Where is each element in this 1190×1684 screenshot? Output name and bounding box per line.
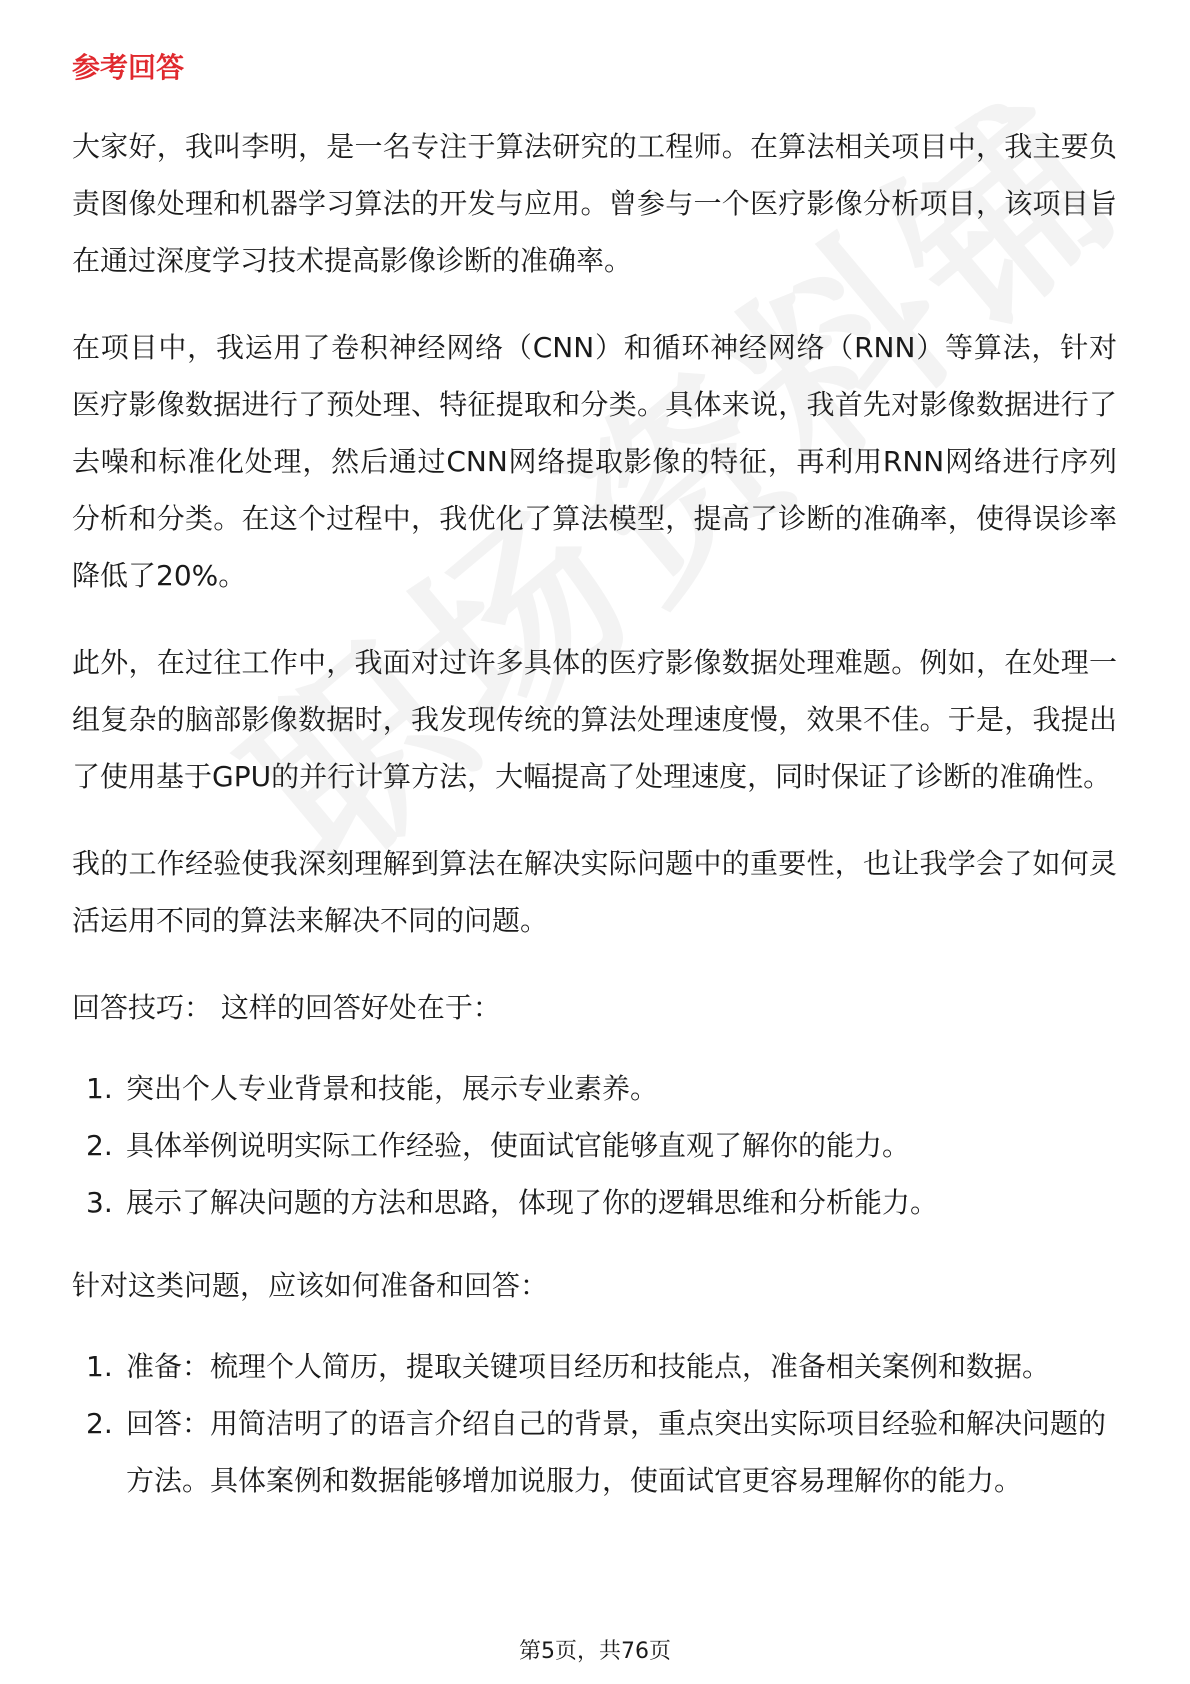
page-content [72,48,1117,1535]
list-item [72,1338,1117,1395]
list-number: 2. [86,1129,113,1162]
page-footer: 第5页，共76页 [519,1639,671,1664]
list-number: 1. [86,1072,113,1105]
list-number: 2. [86,1407,113,1440]
tips-list [72,1060,1117,1231]
paragraph-challenges: 此外，在过往工作中，我面对过许多具体的医疗影像数据处理难题。例如，在处理一组复杂的脑部影像数据时，我发现传统的算法处理速度慢，效果不佳。于是，我提出了使用基于GPU的并行计算方法，大幅提高了处理速度，同时保证了诊断的准确性。 [72,646,1117,793]
prep-list [72,1338,1117,1509]
list-item-text: 准备：梳理个人简历，提取关键项目经历和技能点，准备相关案例和数据。 [126,1350,1051,1383]
list-item [72,1117,1117,1174]
list-item [72,1060,1117,1117]
paragraph-summary: 我的工作经验使我深刻理解到算法在解决实际问题中的重要性，也让我学会了如何灵活运用不同的算法来解决不同的问题。 [72,847,1117,937]
paragraph-project: 在项目中，我运用了卷积神经网络（CNN）和循环神经网络（RNN）等算法，针对医疗影像数据进行了预处理、特征提取和分类。具体来说，我首先对影像数据进行了去噪和标准化处理，然后通过CNN网络提取影像的特征，再利用RNN网络进行序列分析和分类。在这个过程中，我优化了算法模型，提高了诊断的准确率，使得误诊率降低了20%。 [72,331,1117,592]
list-item [72,1395,1117,1509]
list-number: 3. [86,1186,113,1219]
section-title: 参考回答 [72,51,185,84]
list-item [72,1174,1117,1231]
tips-lead: 回答技巧： 这样的回答好处在于： [72,991,501,1024]
list-item-text: 突出个人专业背景和技能，展示专业素养。 [126,1072,659,1105]
paragraph-intro: 大家好，我叫李明，是一名专注于算法研究的工程师。在算法相关项目中，我主要负责图像处理和机器学习算法的开发与应用。曾参与一个医疗影像分析项目，该项目旨在通过深度学习技术提高影像诊断的准确率。 [72,130,1117,277]
list-item-text: 具体举例说明实际工作经验，使面试官能够直观了解你的能力。 [126,1129,911,1162]
list-item-text: 展示了解决问题的方法和思路，体现了你的逻辑思维和分析能力。 [126,1186,939,1219]
prep-lead: 针对这类问题，应该如何准备和回答： [72,1269,549,1302]
list-number: 1. [86,1350,113,1383]
list-item-text: 回答：用简洁明了的语言介绍自己的背景，重点突出实际项目经验和解决问题的方法。具体案例和数据能够增加说服力，使面试官更容易理解你的能力。 [126,1407,1107,1497]
